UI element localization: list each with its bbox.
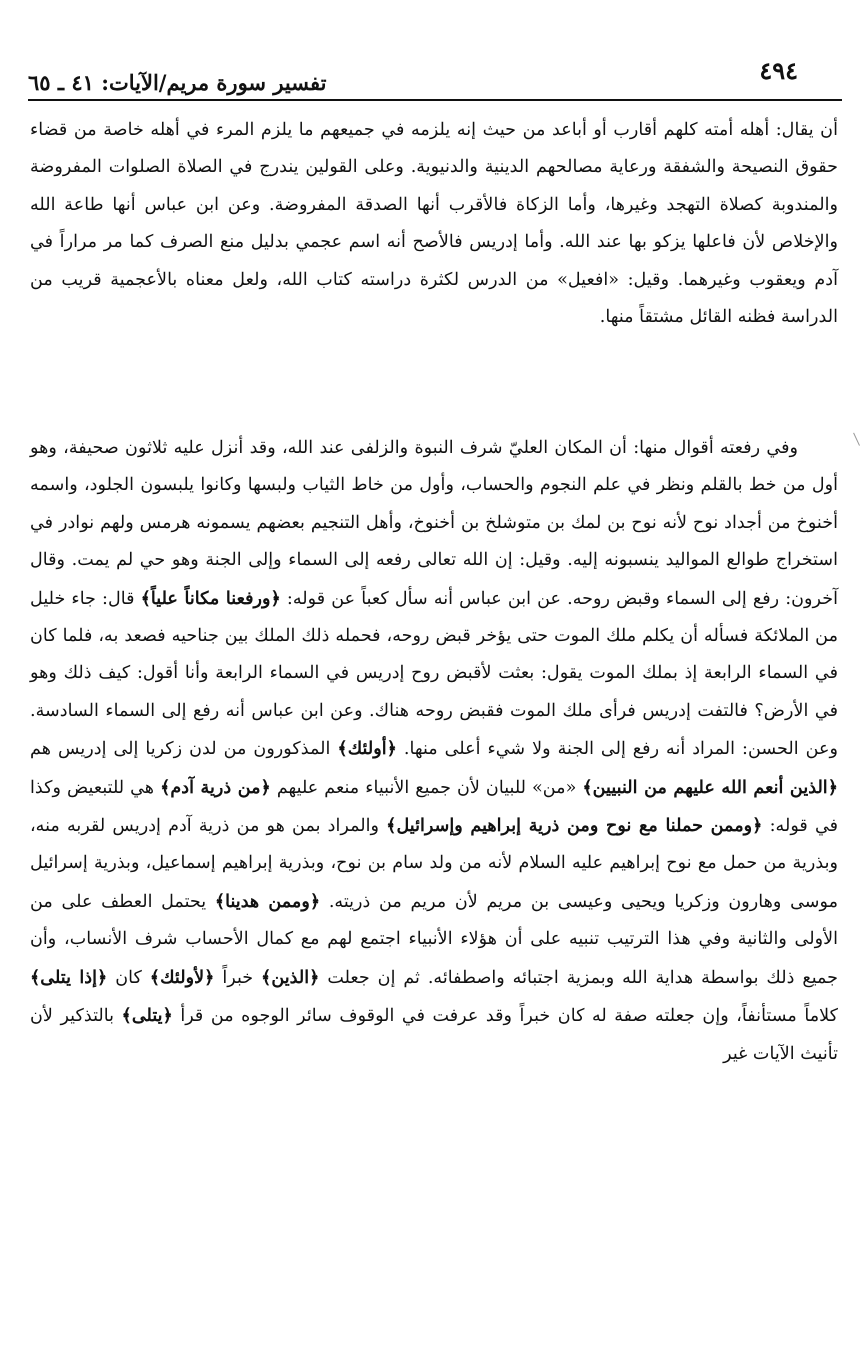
page-header: [28, 52, 840, 94]
margin-mark: [853, 432, 861, 446]
text-segment: وفي رفعته أقوال منها: أن المكان العليّ شرف النبوة والزلفى عند الله، وقد أنزل عليه ثلاثون صحيفة، وهو أول من خط بالقلم ونظر في علم النجوم والحساب، وأول من خاط الثياب ولبسها وكانوا يلبسون الجلود، واسمه أخنوخ من أجداد نوح لأنه نوح بن لمك بن متوشلخ بن أخنوخ، وأهل التنجيم بعضهم يسمونه هرمس ولهم نوادر في استخراج طوالع المواليد ينسبونه إليه. وقيل: إن الله تعالى رفعه إلى السماء وإلى الجنة وهو حي لم يمت. وقال آخرون: رفع إلى السماء وقبض روحه. عن ابن عباس أنه سأل كعباً عن قوله:: [30, 438, 839, 609]
paragraph-1: [30, 112, 838, 336]
quran-quote: ﴿من ذرية آدم﴾: [160, 776, 271, 798]
quran-quote: ﴿الذين﴾: [261, 966, 320, 988]
quran-quote: ﴿لأولئك﴾: [149, 966, 215, 988]
quran-quote: ﴿الذين أنعم الله عليهم من النبيين﴾: [582, 776, 839, 798]
quran-quote: ﴿وممن حملنا مع نوح ومن ذرية إبراهيم وإسرائيل﴾: [386, 815, 763, 837]
quran-quote: ﴿ورفعنا مكاناً علياً﴾: [140, 587, 281, 609]
quran-quote: ﴿إذا يتلى﴾: [30, 966, 108, 988]
quran-quote: ﴿أولئك﴾: [337, 738, 397, 760]
page-number: ٤٩٤: [759, 56, 798, 85]
text-segment: «من» للبيان لأن جميع الأنبياء منعم عليهم: [276, 777, 577, 798]
text-segment: قال: جاء خليل من الملائكة فسأله أن يكلم ملك الموت حتى يؤخر قبض روحه، فحمله ذلك الملك بين جناحيه فصعد به، فلما كان في السماء الرابعة إذ بملك الموت يقول: بعثت لأقبض روح إدريس في السماء الرابعة وأنا أقول: كيف ذلك وهو في الأرض؟ فالتفت إدريس فرأى ملك الموت فقبض روحه هناك. وعن ابن عباس أنه رفع إلى السماء السادسة. وعن الحسن: المراد أنه رفع إلى الجنة ولا شيء أعلى منها.: [30, 588, 838, 760]
paragraph-1-text: أن يقال: أهله أمته كلهم أقارب أو أباعد من حيث إنه يلزمه في جميعهم ما يلزم المرء في أهله خاصة من قضاء حقوق النصيحة والشفقة ورعاية مصالحهم الدينية والدنيوية. وعلى القولين يندرج في الصلاة الصلوات المفروضة والمندوبة كصلاة التهجد وغيرها، وأما الزكاة فالأقرب أنها الصدقة المفروضة. وعن ابن عباس أنها طاعة الله والإخلاص لأن فاعلها يزكو بها عند الله. وأما إدريس فالأصح أنه اسم عجمي بدليل منع الصرف كما مر مراراً في آدم ويعقوب وغيرهما. وقيل: «افعيل» من الدرس لكثرة دراسته كتاب الله، ولعل معناه بالأعجمية قريب من الدراسة فظنه القائل مشتقاً منها.: [30, 120, 838, 328]
paragraph-2: [30, 430, 838, 1073]
text-segment: بالتذكير لأن تأنيث الآيات غير: [30, 1006, 838, 1064]
text-segment: المذكورون من لدن زكريا إلى إدريس هم: [30, 739, 331, 760]
text-segment: يحتمل العطف على من الأولى والثانية وفي هذا الترتيب تنبيه على أن هؤلاء الأنبياء اجتمع لهم مع كمال الأحساب شرف الأنساب، وأن جميع ذلك بواسطة هداية الله وبمزية اجتبائه واصطفائه. ثم إن جعلت: [30, 891, 839, 988]
paragraph-2-text: [30, 430, 838, 1073]
text-segment: خبراً: [222, 967, 254, 988]
running-title: تفسير سورة مريم/الآيات: ٤١ ـ ٦٥: [28, 70, 327, 95]
header-rule: [28, 99, 842, 101]
quran-quote: ﴿يتلى﴾: [121, 1005, 173, 1027]
text-segment: هي للتبعيض وكذا في قوله:: [30, 777, 839, 837]
text-segment: كان: [115, 967, 142, 988]
text-segment: والمراد بمن هو من ذرية آدم إدريس لقربه منه، وبذرية من حمل مع نوح إبراهيم عليه السلام لأنه من ولد سام بن نوح، وبذرية إبراهيم إسماعيل، وبذرية إسرائيل موسى وهارون وزكريا ويحيى وعيسى بن مريم لأن مريم من ذريته.: [30, 816, 838, 912]
text-segment: كلاماً مستأنفاً، وإن جعلته صفة له كان خبراً وقد عرفت في الوقوف سائر الوجوه من قرأ: [180, 1006, 839, 1027]
quran-quote: ﴿وممن هدينا﴾: [214, 890, 321, 912]
